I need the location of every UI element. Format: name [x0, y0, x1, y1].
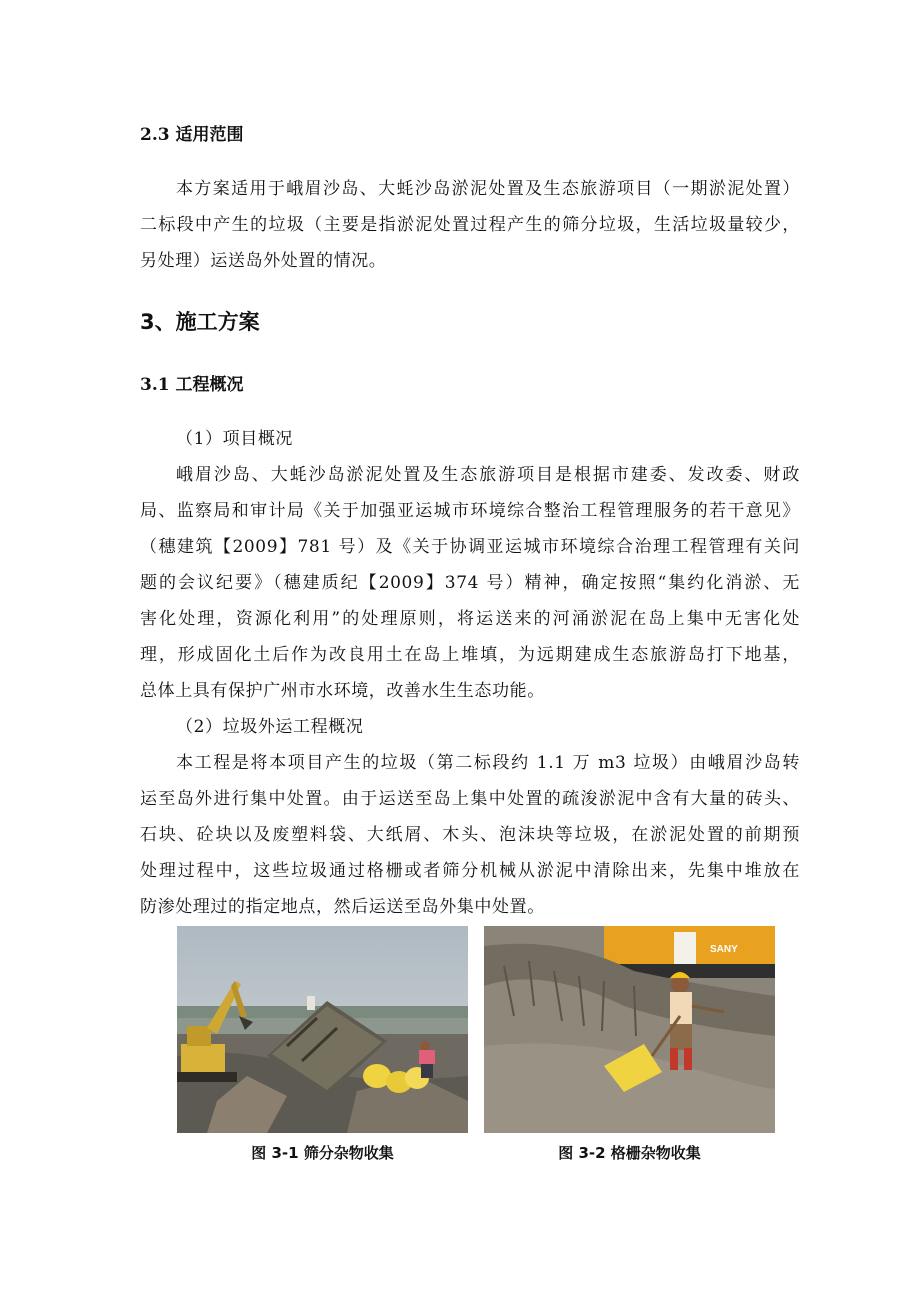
subheading-project-overview: （1）项目概况: [176, 429, 294, 449]
figure-3-1-caption: 图 3-1 筛分杂物收集: [251, 1144, 394, 1162]
paragraph-line: 理，形成固化土后作为改良用土在岛上堆填，为远期建成生态旅游岛打下地基，: [140, 645, 800, 665]
paragraph-line: 害化处理，资源化利用”的处理原则，将运送来的河涌淤泥在岛上集中无害化处: [140, 609, 800, 629]
paragraph-line: 题的会议纪要》（穗建质纪【2009】374 号）精神，确定按照“集约化消淤、无: [140, 573, 800, 593]
paragraph-line: 运至岛外进行集中处置。由于运送至岛上集中处置的疏浚淤泥中含有大量的砖头、: [140, 789, 800, 809]
paragraph-line: 另处理）运送岛外处置的情况。: [140, 251, 387, 271]
paragraph-line: 石块、砼块以及废塑料袋、大纸屑、木头、泡沫块等垃圾，在淤泥处置的前期预: [140, 825, 800, 845]
paragraph-line: 本工程是将本项目产生的垃圾（第二标段约 1.1 万 m3 垃圾）由峨眉沙岛转: [176, 753, 800, 773]
section-3-1-heading: 3.1 工程概况: [140, 375, 244, 395]
paragraph-line: 局、监察局和审计局《关于加强亚运城市环境综合整治工程管理服务的若干意见》: [140, 501, 800, 521]
paragraph-line: （穗建筑【2009】781 号）及《关于协调亚运城市环境综合治理工程管理有关问: [140, 537, 800, 557]
paragraph-line: 二标段中产生的垃圾（主要是指淤泥处置过程产生的筛分垃圾，生活垃圾量较少，: [140, 215, 800, 235]
paragraph-line: 总体上具有保护广州市水环境，改善水生生态功能。: [140, 681, 545, 701]
figure-3-2-caption: 图 3-2 格栅杂物收集: [558, 1144, 701, 1162]
section-2-3-heading: 2.3 适用范围: [140, 125, 244, 145]
subheading-garbage-transport: （2）垃圾外运工程概况: [176, 717, 364, 737]
paragraph-line: 峨眉沙岛、大蚝沙岛淤泥处置及生态旅游项目是根据市建委、发改委、财政: [176, 465, 800, 485]
paragraph-line: 防渗处理过的指定地点，然后运送至岛外集中处置。: [140, 897, 545, 917]
paragraph-line: 处理过程中，这些垃圾通过格栅或者筛分机械从淤泥中清除出来，先集中堆放在: [140, 861, 800, 881]
figure-3-1-photo: [177, 926, 468, 1133]
section-3-heading: 3、施工方案: [140, 310, 260, 334]
sany-logo: SANY: [710, 944, 738, 955]
paragraph-line: 本方案适用于峨眉沙岛、大蚝沙岛淤泥处置及生态旅游项目（一期淤泥处置）: [176, 179, 800, 199]
figure-3-2-photo: [484, 926, 775, 1133]
